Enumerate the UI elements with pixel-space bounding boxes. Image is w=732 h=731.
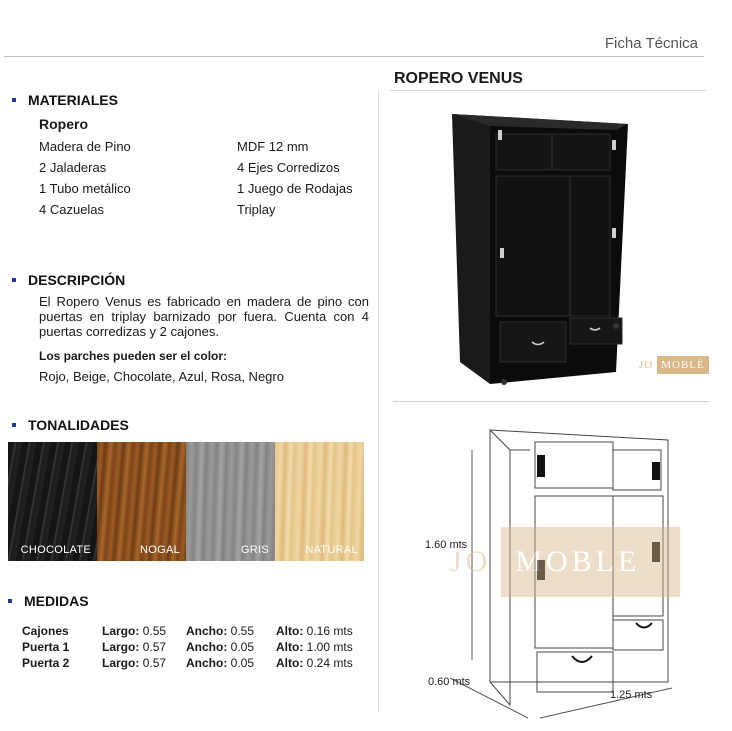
watermark-text: MOBLE: [501, 527, 680, 597]
table-row: [22, 656, 357, 672]
ancho-cell: Ancho: 0.05: [186, 640, 255, 654]
materials-heading-text: MATERIALES: [28, 92, 118, 108]
watermark-text: JO: [639, 359, 654, 371]
header-divider: [4, 56, 704, 57]
ancho-cell: Ancho: 0.55: [186, 624, 255, 638]
measures-heading: [8, 593, 89, 609]
material-item: MDF 12 mm: [237, 139, 309, 154]
description-heading-text: DESCRIPCIÓN: [28, 272, 126, 288]
swatch-chocolate: [8, 442, 97, 561]
watermark-text: MOBLÉ: [657, 356, 709, 374]
row-label: Puerta 2: [22, 656, 70, 670]
material-item: 4 Ejes Corredizos: [237, 160, 340, 175]
swatch-label: NATURAL: [305, 544, 358, 556]
measures-heading-text: MEDIDAS: [24, 593, 89, 609]
material-item: 2 Jaladeras: [39, 160, 107, 175]
section-divider: [393, 401, 709, 402]
swatch-natural: [275, 442, 364, 561]
document-title: Ficha Técnica: [604, 35, 698, 52]
largo-cell: Largo: 0.57: [102, 640, 167, 654]
description-text: El Ropero Venus es fabricado en madera de pino con puertas en triplay barnizado por fuera. Cuenta con 4 puertas corredizas y 2 cajones.: [39, 294, 369, 339]
width-label: 1.25 mts: [610, 689, 653, 701]
largo-cell: Largo: 0.55: [102, 624, 167, 638]
product-title: ROPERO VENUS: [394, 70, 523, 87]
materials-subheading: Ropero: [39, 116, 88, 132]
swatch-label: CHOCOLATE: [20, 544, 91, 556]
height-label: 1.60 mts: [425, 539, 468, 551]
material-item: 1 Juego de Rodajas: [237, 181, 353, 196]
column-divider: [378, 90, 379, 712]
largo-cell: Largo: 0.57: [102, 656, 167, 670]
photo-watermark: [635, 355, 709, 375]
materials-heading: [12, 92, 118, 108]
material-item: Triplay: [237, 202, 276, 217]
row-label: Cajones: [22, 624, 69, 638]
colors-question: Los parches pueden ser el color:: [39, 349, 228, 363]
table-row: [22, 640, 357, 656]
material-item: 1 Tubo metálico: [39, 181, 131, 196]
alto-cell: Alto: 0.16 mts: [276, 624, 353, 638]
drawing-watermark: [440, 526, 680, 598]
depth-label: 0.60 mts: [428, 676, 471, 688]
wardrobe-photo: [440, 100, 640, 390]
bullet-icon: [12, 423, 16, 427]
row-label: Puerta 1: [22, 640, 70, 654]
bullet-icon: [12, 278, 16, 282]
swatch-label: NOGAL: [139, 544, 180, 556]
tonalities-heading: [12, 417, 129, 433]
material-item: Madera de Pino: [39, 139, 131, 154]
ancho-cell: Ancho: 0.05: [186, 656, 255, 670]
description-heading: [12, 272, 125, 288]
alto-cell: Alto: 0.24 mts: [276, 656, 353, 670]
swatch-label: GRIS: [240, 544, 269, 556]
swatch-nogal: [97, 442, 186, 561]
swatch-gris: [186, 442, 275, 561]
alto-cell: Alto: 1.00 mts: [276, 640, 353, 654]
tonalities-heading-text: TONALIDADES: [28, 417, 129, 433]
watermark-text: JO: [450, 545, 492, 578]
title-divider: [390, 90, 706, 91]
colors-list: Rojo, Beige, Chocolate, Azul, Rosa, Negro: [39, 369, 284, 384]
measures-table: [22, 624, 357, 672]
bullet-icon: [8, 599, 12, 603]
material-item: 4 Cazuelas: [39, 202, 105, 217]
bullet-icon: [12, 98, 16, 102]
table-row: [22, 624, 357, 640]
